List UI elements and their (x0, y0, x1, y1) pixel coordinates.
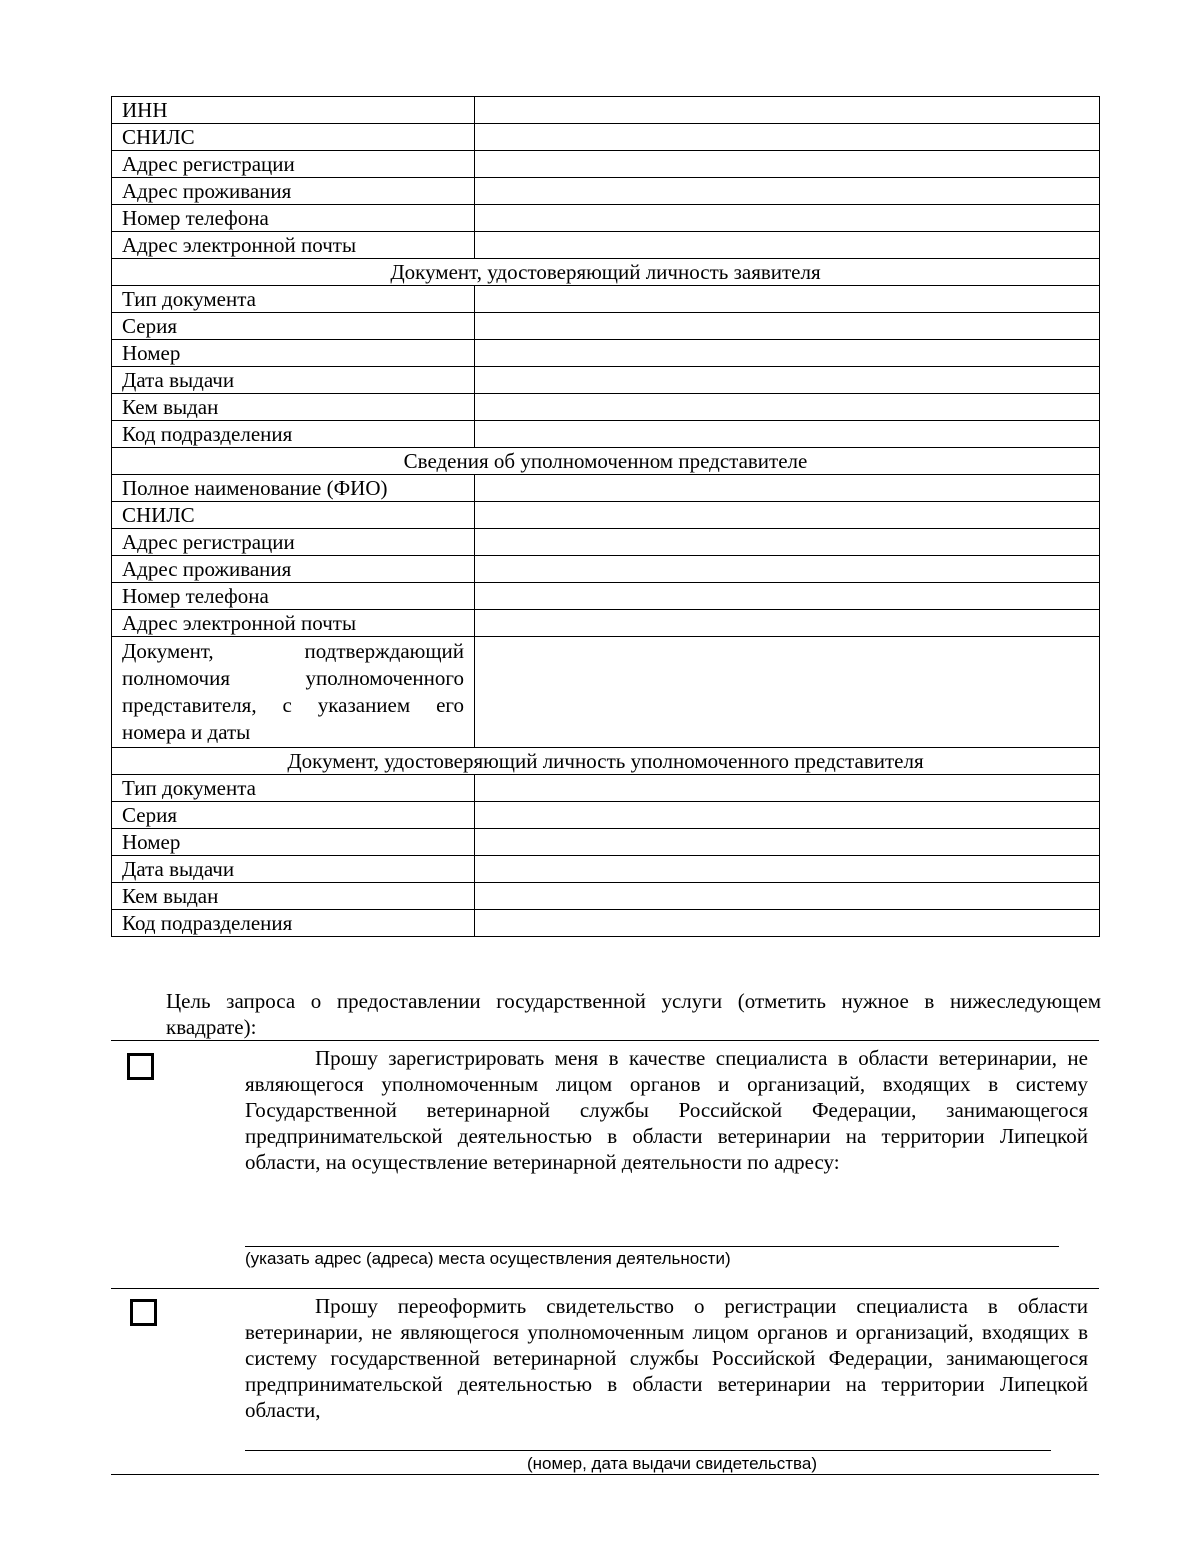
field-value-doc-type[interactable] (475, 286, 1100, 313)
table-row (112, 286, 1100, 313)
table-row (112, 367, 1100, 394)
option-register-checkbox[interactable] (127, 1053, 154, 1080)
field-value-rep-doc-series[interactable] (475, 802, 1100, 829)
field-label-residence-address: Адрес проживания (112, 178, 475, 205)
field-value-rep-doc-type[interactable] (475, 775, 1100, 802)
section-heading-row (112, 259, 1100, 286)
field-value-rep-registration-address[interactable] (475, 529, 1100, 556)
table-row (112, 802, 1100, 829)
field-value-inn[interactable] (475, 97, 1100, 124)
table-row (112, 475, 1100, 502)
section-heading-row (112, 748, 1100, 775)
certificate-underline (245, 1450, 1051, 1451)
divider (111, 1040, 1099, 1041)
option-reissue-checkbox[interactable] (130, 1299, 157, 1326)
table-row (112, 883, 1100, 910)
field-label-rep-doc-type: Тип документа (112, 775, 475, 802)
field-label-doc-issued-by: Кем выдан (112, 394, 475, 421)
field-label-registration-address: Адрес регистрации (112, 151, 475, 178)
field-value-doc-issued-by[interactable] (475, 394, 1100, 421)
field-value-doc-number[interactable] (475, 340, 1100, 367)
table-row (112, 829, 1100, 856)
field-value-rep-authority-doc[interactable] (475, 637, 1100, 748)
field-label-rep-registration-address: Адрес регистрации (112, 529, 475, 556)
request-purpose-text: Цель запроса о предоставлении государственной услуги (отметить нужное в нижеследующем квадрате): (166, 989, 1101, 1039)
address-underline (245, 1246, 1059, 1247)
field-label-rep-residence-address: Адрес проживания (112, 556, 475, 583)
field-label-email: Адрес электронной почты (112, 232, 475, 259)
field-value-residence-address[interactable] (475, 178, 1100, 205)
field-label-inn: ИНН (112, 97, 475, 124)
field-label-rep-doc-division-code: Код подразделения (112, 910, 475, 937)
table-row (112, 394, 1100, 421)
table-row (112, 205, 1100, 232)
table-row (112, 421, 1100, 448)
field-value-rep-email[interactable] (475, 610, 1100, 637)
table-row (112, 775, 1100, 802)
table-row (112, 151, 1100, 178)
field-label-rep-snils: СНИЛС (112, 502, 475, 529)
field-value-email[interactable] (475, 232, 1100, 259)
field-value-rep-doc-issued-by[interactable] (475, 883, 1100, 910)
field-value-rep-doc-division-code[interactable] (475, 910, 1100, 937)
field-label-doc-number: Номер (112, 340, 475, 367)
field-value-doc-issue-date[interactable] (475, 367, 1100, 394)
section-heading-representative-id: Документ, удостоверяющий личность уполномоченного представителя (112, 748, 1100, 775)
table-row (112, 97, 1100, 124)
field-label-rep-authority-doc: Документ, подтверждающий полномочия уполномоченного представителя, с указанием его номера и даты (112, 637, 475, 748)
field-value-rep-phone[interactable] (475, 583, 1100, 610)
table-row (112, 124, 1100, 151)
application-form-table (111, 96, 1100, 937)
option-register-text: Прошу зарегистрировать меня в качестве специалиста в области ветеринарии, не являющегося уполномоченным лицом органов и организаций, входящих в систему Государственной ветеринарной службы Российской Федерации, занимающегося предпринимательской деятельностью в области ветеринарии на территории Липецкой области, на осуществление ветеринарной деятельности по адресу: (245, 1046, 1088, 1174)
field-value-phone[interactable] (475, 205, 1100, 232)
field-value-rep-doc-number[interactable] (475, 829, 1100, 856)
section-heading-row (112, 448, 1100, 475)
field-label-rep-doc-number: Номер (112, 829, 475, 856)
field-label-rep-full-name: Полное наименование (ФИО) (112, 475, 475, 502)
table-row (112, 610, 1100, 637)
divider (111, 1474, 1099, 1475)
certificate-field-caption: (номер, дата выдачи свидетельства) (527, 1454, 817, 1473)
field-value-snils[interactable] (475, 124, 1100, 151)
field-label-rep-email: Адрес электронной почты (112, 610, 475, 637)
field-label-doc-series: Серия (112, 313, 475, 340)
table-row (112, 502, 1100, 529)
table-row (112, 910, 1100, 937)
table-row (112, 232, 1100, 259)
table-row (112, 529, 1100, 556)
table-row (112, 856, 1100, 883)
field-value-rep-doc-issue-date[interactable] (475, 856, 1100, 883)
field-label-doc-type: Тип документа (112, 286, 475, 313)
field-label-snils: СНИЛС (112, 124, 475, 151)
option-reissue-text: Прошу переоформить свидетельство о регистрации специалиста в области ветеринарии, не являющегося уполномоченным лицом органов и организаций, входящих в систему государственной ветеринарной службы Российской Федерации, занимающегося предпринимательской деятельностью в области ветеринарии на территории Липецкой области, (245, 1294, 1088, 1422)
section-heading-representative: Сведения об уполномоченном представителе (112, 448, 1100, 475)
option-register-address-field[interactable] (245, 1218, 1059, 1244)
field-label-rep-phone: Номер телефона (112, 583, 475, 610)
table-row (112, 583, 1100, 610)
table-row (112, 340, 1100, 367)
field-label-rep-doc-series: Серия (112, 802, 475, 829)
field-value-rep-residence-address[interactable] (475, 556, 1100, 583)
option-reissue-certificate-field[interactable] (245, 1422, 1051, 1448)
table-row (112, 178, 1100, 205)
field-value-rep-full-name[interactable] (475, 475, 1100, 502)
divider (111, 1288, 1099, 1289)
field-label-phone: Номер телефона (112, 205, 475, 232)
field-label-doc-division-code: Код подразделения (112, 421, 475, 448)
address-field-caption: (указать адрес (адреса) места осуществления деятельности) (245, 1249, 731, 1268)
table-row (112, 313, 1100, 340)
field-label-doc-issue-date: Дата выдачи (112, 367, 475, 394)
field-value-rep-snils[interactable] (475, 502, 1100, 529)
field-value-doc-series[interactable] (475, 313, 1100, 340)
table-row (112, 556, 1100, 583)
field-label-rep-doc-issue-date: Дата выдачи (112, 856, 475, 883)
field-value-registration-address[interactable] (475, 151, 1100, 178)
table-row (112, 637, 1100, 748)
section-heading-applicant-id: Документ, удостоверяющий личность заявителя (112, 259, 1100, 286)
field-value-doc-division-code[interactable] (475, 421, 1100, 448)
field-label-rep-doc-issued-by: Кем выдан (112, 883, 475, 910)
